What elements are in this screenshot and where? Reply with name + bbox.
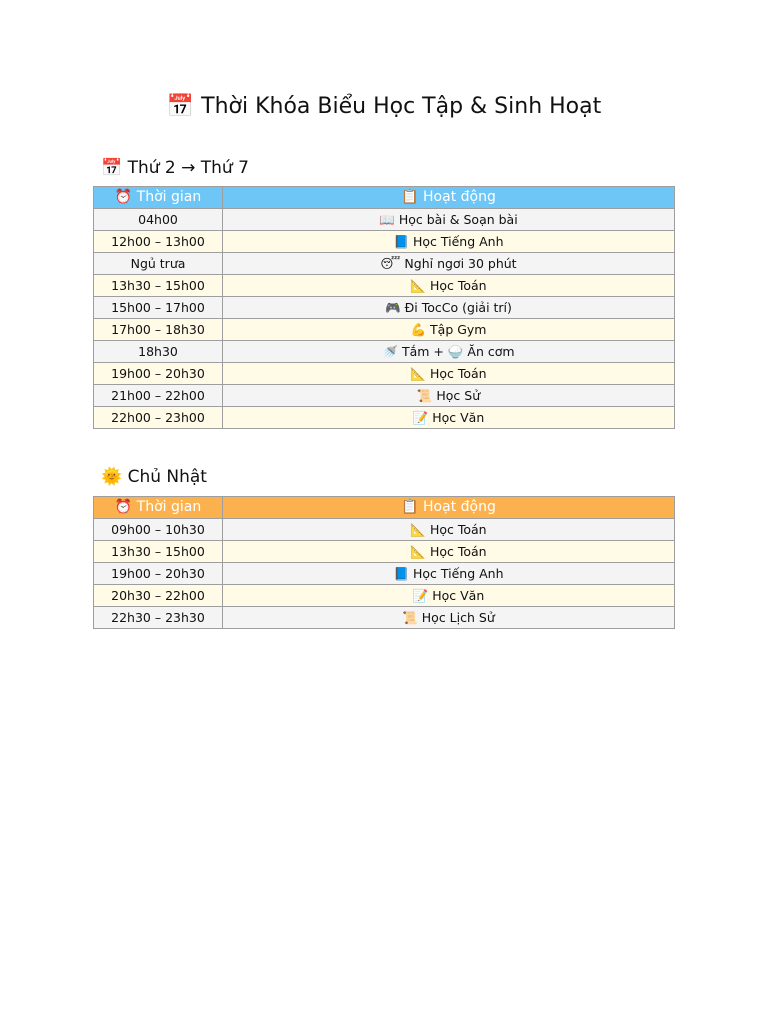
table-row [94, 209, 675, 231]
table-row [94, 341, 675, 363]
activity-cell: 🚿 Tắm + 🍚 Ăn cơm [223, 341, 675, 363]
time-cell: 13h30 – 15h00 [94, 275, 223, 297]
time-cell: 22h30 – 23h30 [94, 607, 223, 629]
table-row [94, 319, 675, 341]
activity-cell: 📐 Học Toán [223, 519, 675, 541]
activity-cell: 📖 Học bài & Soạn bài [223, 209, 675, 231]
weekday-schedule-table [93, 186, 675, 429]
table-header-row [94, 187, 675, 209]
table-row [94, 363, 675, 385]
table-row [94, 607, 675, 629]
page-title: 📅 Thời Khóa Biểu Học Tập & Sinh Hoạt [166, 94, 602, 119]
activity-cell: 📝 Học Văn [223, 407, 675, 429]
activity-column-header: 📋 Hoạt động [223, 497, 675, 519]
table-row [94, 541, 675, 563]
activity-cell: 📐 Học Toán [223, 363, 675, 385]
activity-column-header: 📋 Hoạt động [223, 187, 675, 209]
time-column-header: ⏰ Thời gian [94, 497, 223, 519]
time-column-header: ⏰ Thời gian [94, 187, 223, 209]
activity-cell: 📘 Học Tiếng Anh [223, 231, 675, 253]
time-cell: 13h30 – 15h00 [94, 541, 223, 563]
table-row [94, 407, 675, 429]
table-row [94, 231, 675, 253]
time-cell: 22h00 – 23h00 [94, 407, 223, 429]
sunday-schedule-table [93, 496, 675, 629]
time-cell: Ngủ trưa [94, 253, 223, 275]
time-cell: 19h00 – 20h30 [94, 563, 223, 585]
activity-cell: 📐 Học Toán [223, 541, 675, 563]
time-cell: 21h00 – 22h00 [94, 385, 223, 407]
activity-cell: 📝 Học Văn [223, 585, 675, 607]
table-row [94, 275, 675, 297]
activity-cell: 📜 Học Sử [223, 385, 675, 407]
time-cell: 12h00 – 13h00 [94, 231, 223, 253]
table-row [94, 385, 675, 407]
table-row [94, 297, 675, 319]
activity-cell: 📐 Học Toán [223, 275, 675, 297]
time-cell: 17h00 – 18h30 [94, 319, 223, 341]
table-row [94, 253, 675, 275]
time-cell: 19h00 – 20h30 [94, 363, 223, 385]
table-row [94, 585, 675, 607]
weekday-section-heading: 📅 Thứ 2 → Thứ 7 [101, 158, 249, 178]
activity-cell: 📜 Học Lịch Sử [223, 607, 675, 629]
activity-cell: 📘 Học Tiếng Anh [223, 563, 675, 585]
time-cell: 15h00 – 17h00 [94, 297, 223, 319]
time-cell: 18h30 [94, 341, 223, 363]
activity-cell: 😴 Nghỉ ngơi 30 phút [223, 253, 675, 275]
table-row [94, 519, 675, 541]
table-header-row [94, 497, 675, 519]
time-cell: 04h00 [94, 209, 223, 231]
sunday-section-heading: 🌞 Chủ Nhật [101, 467, 207, 487]
activity-cell: 🎮 Đi TocCo (giải trí) [223, 297, 675, 319]
time-cell: 09h00 – 10h30 [94, 519, 223, 541]
time-cell: 20h30 – 22h00 [94, 585, 223, 607]
activity-cell: 💪 Tập Gym [223, 319, 675, 341]
table-row [94, 563, 675, 585]
